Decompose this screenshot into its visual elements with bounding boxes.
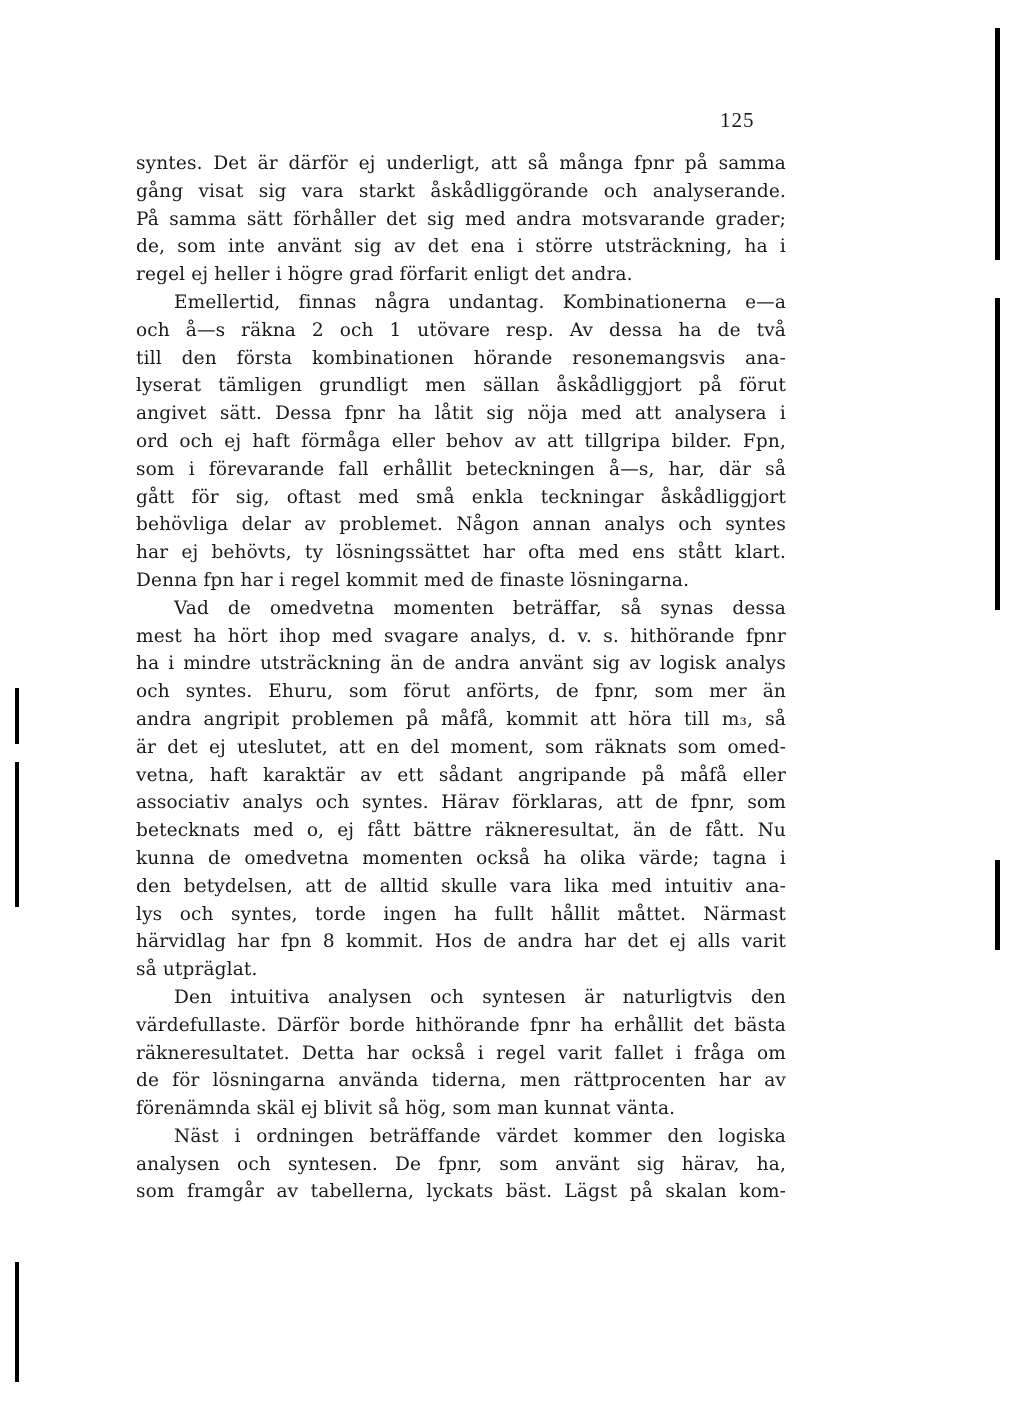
text-line: förenämnda skäl ej blivit så hög, som man kunnat vänta. bbox=[136, 1098, 676, 1120]
text-line: betecknats med o, ej fått bättre räkneresultat, än de fått. Nu bbox=[136, 820, 786, 842]
text-line: lyserat tämligen grundligt men sällan åskådliggjort på förut bbox=[136, 375, 786, 397]
text-line: och å—s räkna 2 och 1 utövare resp. Av dessa ha de två bbox=[136, 319, 786, 341]
body-text bbox=[136, 150, 786, 1206]
text-line: räkneresultatet. Detta har också i regel varit fallet i fråga om bbox=[136, 1042, 786, 1064]
text-line: lys och syntes, torde ingen ha fullt hållit måttet. Närmast bbox=[136, 903, 786, 925]
text-line: de för lösningarna använda tiderna, men rättprocenten har av bbox=[136, 1070, 786, 1092]
text-line: ord och ej haft förmåga eller behov av att tillgripa bilder. Fpn, bbox=[136, 430, 786, 452]
text-line: analysen och syntesen. De fpnr, som använt sig härav, ha, bbox=[136, 1153, 786, 1175]
text-line: angivet sätt. Dessa fpnr ha låtit sig nöja med att analysera i bbox=[136, 403, 786, 425]
text-line: Den intuitiva analysen och syntesen är naturligtvis den bbox=[174, 986, 786, 1008]
text-line: som i förevarande fall erhållit beteckningen å—s, har, där så bbox=[136, 458, 786, 480]
text-line: kunna de omedvetna momenten också ha olika värde; tagna i bbox=[136, 847, 786, 869]
text-line: till den första kombinationen hörande resonemangsvis ana- bbox=[136, 347, 786, 369]
scan-edge-bar bbox=[995, 28, 1000, 260]
text-line: de, som inte använt sig av det ena i större utsträckning, ha i bbox=[136, 236, 786, 258]
text-line: gång visat sig vara starkt åskådliggörande och analyserande. bbox=[136, 180, 786, 202]
text-line: värdefullaste. Därför borde hithörande fpnr ha erhållit det bästa bbox=[136, 1014, 786, 1036]
text-line: Näst i ordningen beträffande värdet kommer den logiska bbox=[174, 1125, 786, 1147]
scan-edge-bar bbox=[15, 1262, 19, 1382]
text-line: andra angripit problemen på måfå, kommit att höra till m₃, så bbox=[136, 708, 786, 730]
text-line: ha i mindre utsträckning än de andra använt sig av logisk analys bbox=[136, 653, 786, 675]
text-line: härvidlag har fpn 8 kommit. Hos de andra har det ej alls varit bbox=[136, 931, 786, 953]
text-line: gått för sig, oftast med små enkla teckningar åskådliggjort bbox=[136, 486, 786, 508]
text-line: syntes. Det är därför ej underligt, att så många fpnr på samma bbox=[136, 153, 786, 174]
text-line: vetna, haft karaktär av ett sådant angripande på måfå eller bbox=[136, 764, 786, 786]
text-line: och syntes. Ehuru, som förut anförts, de fpnr, som mer än bbox=[136, 681, 786, 703]
text-line: regel ej heller i högre grad förfarit enligt det andra. bbox=[136, 264, 633, 286]
text-line: som framgår av tabellerna, lyckats bäst. Lägst på skalan kom- bbox=[136, 1181, 786, 1203]
text-line: har ej behövts, ty lösningssättet har ofta med ens stått klart. bbox=[136, 542, 786, 564]
text-line: behövliga delar av problemet. Någon annan analys och syntes bbox=[136, 514, 786, 536]
page-number: 125 bbox=[720, 108, 755, 132]
text-line: associativ analys och syntes. Härav förklaras, att de fpnr, som bbox=[136, 792, 786, 814]
text-line: så utpräglat. bbox=[136, 959, 258, 981]
text-line: mest ha hört ihop med svagare analys, d. v. s. hithörande fpnr bbox=[136, 625, 786, 647]
text-line: Emellertid, finnas några undantag. Kombinationerna e—a bbox=[174, 291, 786, 313]
scan-edge-bar bbox=[995, 298, 1000, 610]
text-line: På samma sätt förhåller det sig med andra motsvarande grader; bbox=[136, 208, 786, 230]
text-line: den betydelsen, att de alltid skulle vara lika med intuitiv ana- bbox=[136, 875, 786, 897]
scan-edge-bar bbox=[15, 688, 19, 744]
scan-edge-bar bbox=[15, 762, 19, 907]
text-line: Denna fpn har i regel kommit med de finaste lösningarna. bbox=[136, 569, 690, 591]
text-line: är det ej uteslutet, att en del moment, som räknats som omed- bbox=[136, 736, 786, 758]
scan-edge-bar bbox=[995, 860, 1000, 950]
text-line: Vad de omedvetna momenten beträffar, så synas dessa bbox=[174, 597, 786, 619]
